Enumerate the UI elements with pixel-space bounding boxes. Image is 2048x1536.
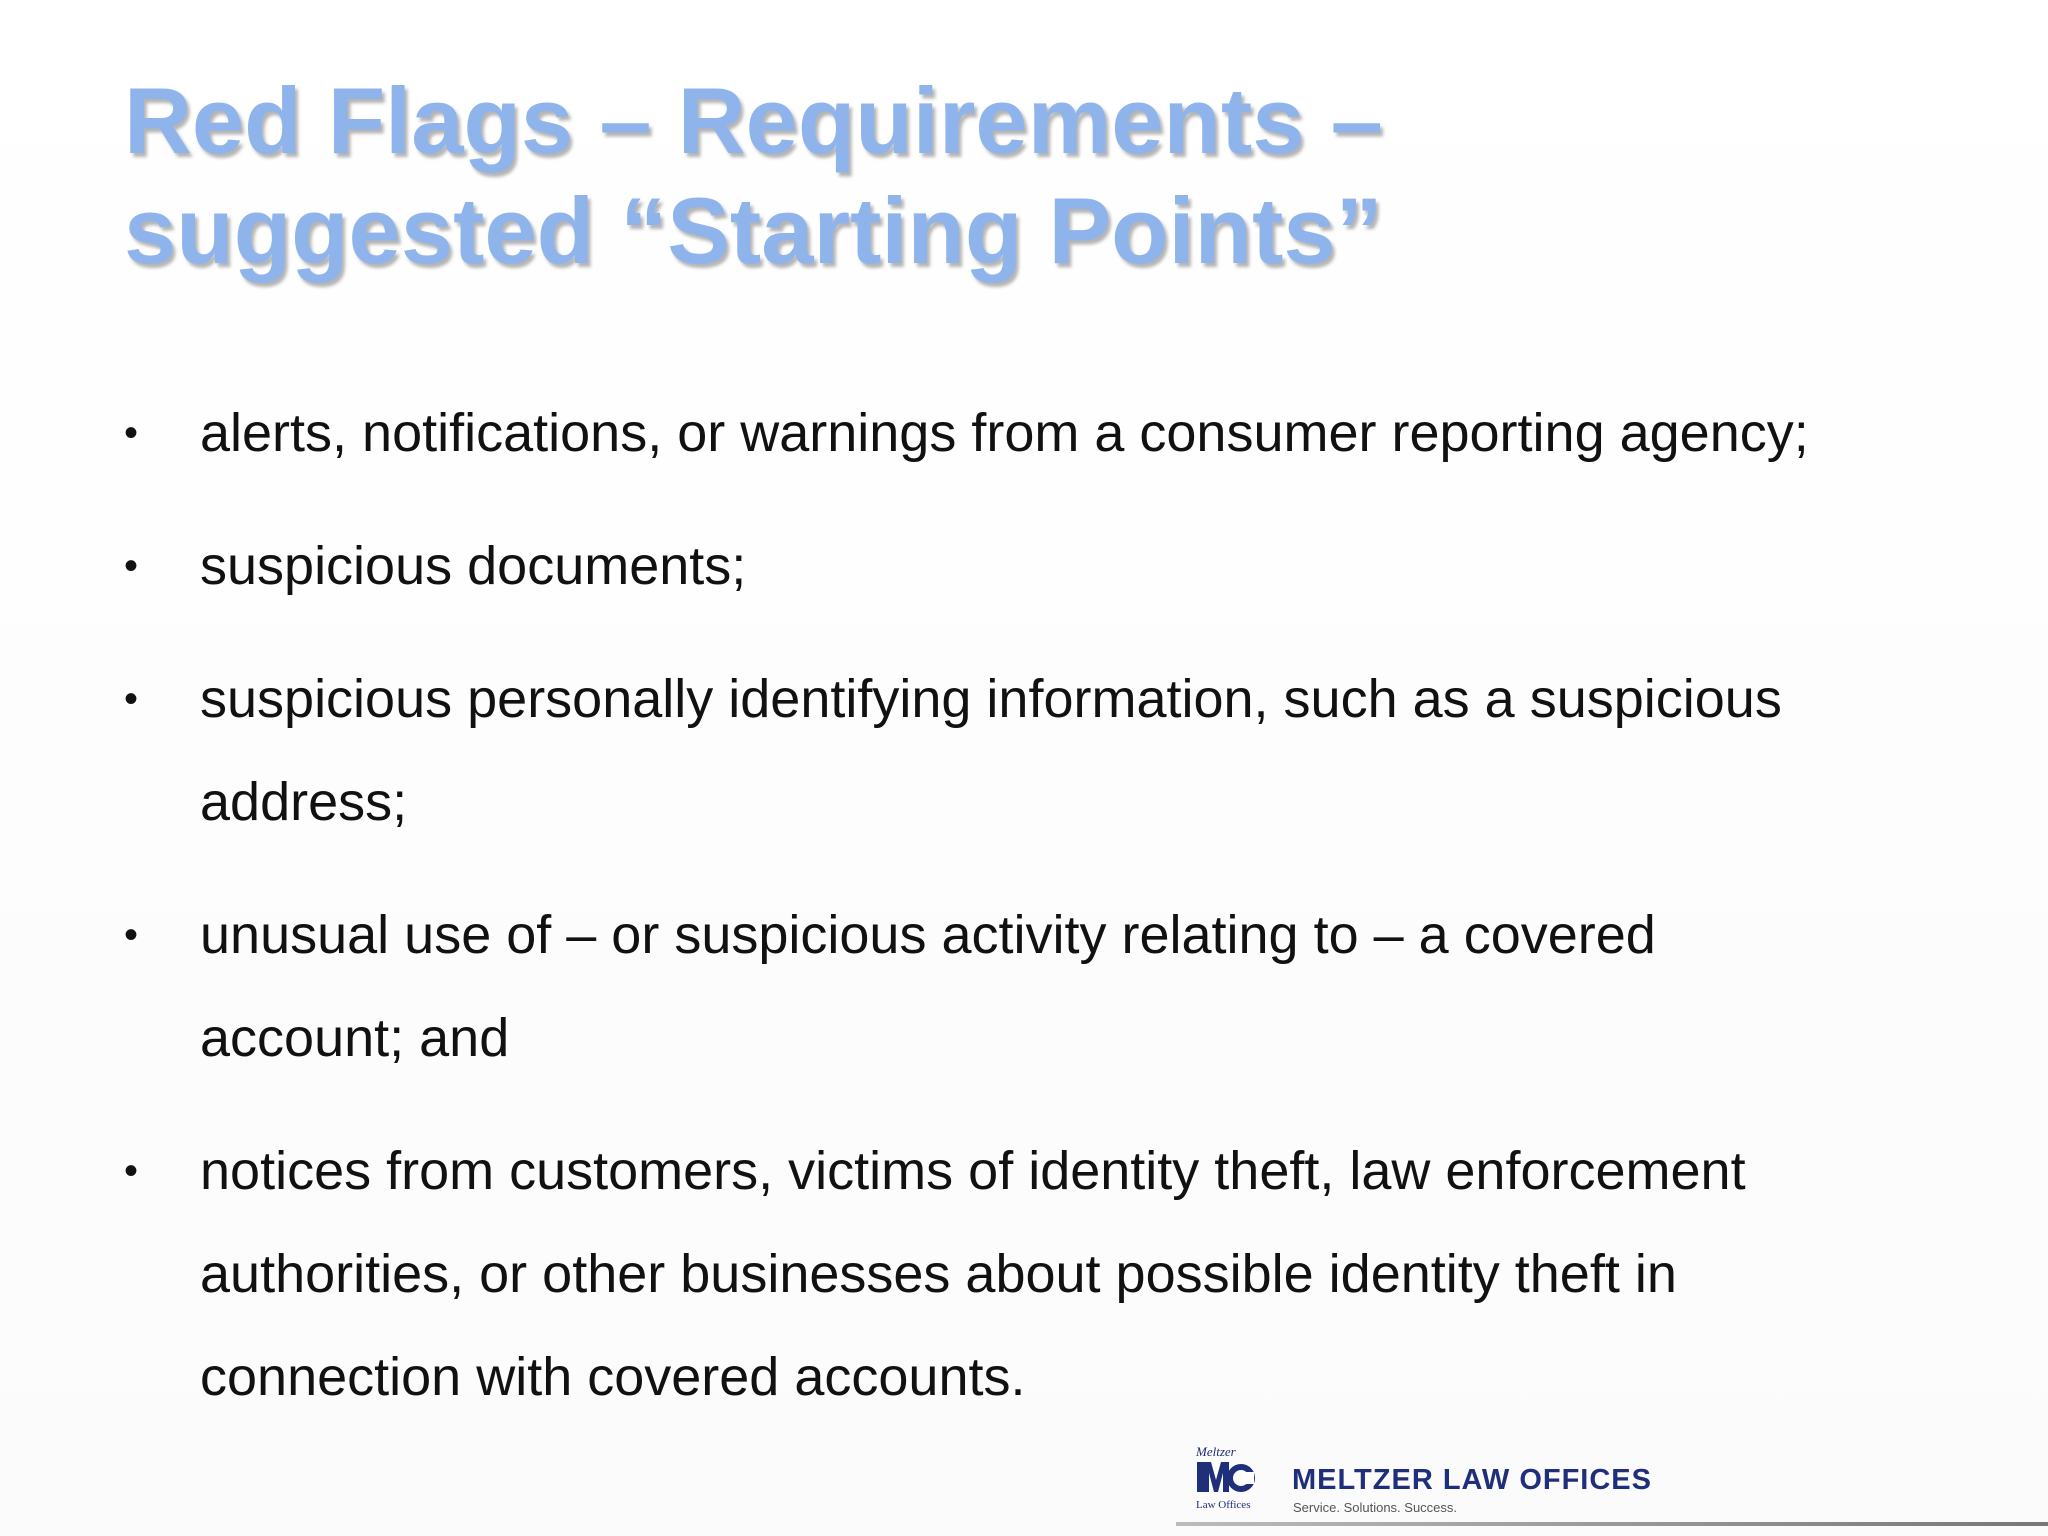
title-line-2: suggested “Starting Points”	[124, 178, 1383, 283]
bullet-item	[124, 1120, 2004, 1429]
svg-text:Law Offices: Law Offices	[1196, 1499, 1251, 1511]
title-line-1: Red Flags – Requirements –	[124, 68, 1383, 173]
bullet-line: connection with covered accounts.	[200, 1347, 1026, 1407]
slide-title	[124, 66, 1824, 286]
bullet-line: suspicious personally identifying information, such as a suspicious	[200, 669, 1782, 729]
bullet-item	[124, 515, 2004, 618]
svg-text:Meltzer: Meltzer	[1196, 1444, 1236, 1459]
firm-tagline: Service. Solutions. Success.	[1293, 1500, 1458, 1515]
firm-name: MELTZER LAW OFFICES	[1292, 1464, 1652, 1496]
bullet-list	[124, 382, 2004, 1459]
bullet-marker: •	[124, 677, 139, 721]
bullet-line: authorities, or other businesses about possible identity theft in	[200, 1244, 1677, 1304]
bullet-item	[124, 884, 2004, 1090]
bullet-line: unusual use of – or suspicious activity relating to – a covered	[200, 905, 1656, 965]
bullet-line: notices from customers, victims of identity theft, law enforcement	[200, 1141, 1746, 1201]
bullet-marker: •	[124, 1149, 139, 1193]
bullet-marker: •	[124, 411, 139, 455]
bullet-marker: •	[124, 913, 139, 957]
bullet-line: suspicious documents;	[200, 536, 747, 596]
footer-divider	[1176, 1522, 2048, 1526]
meltzer-logo-icon	[1194, 1442, 1258, 1514]
bullet-item	[124, 382, 2004, 485]
bullet-item	[124, 648, 2004, 854]
bullet-line: account; and	[200, 1008, 510, 1068]
bullet-line: alerts, notifications, or warnings from a consumer reporting agency;	[200, 403, 1809, 463]
bullet-line: address;	[200, 772, 408, 832]
bullet-marker: •	[124, 544, 139, 588]
footer-logo	[1194, 1442, 1694, 1514]
